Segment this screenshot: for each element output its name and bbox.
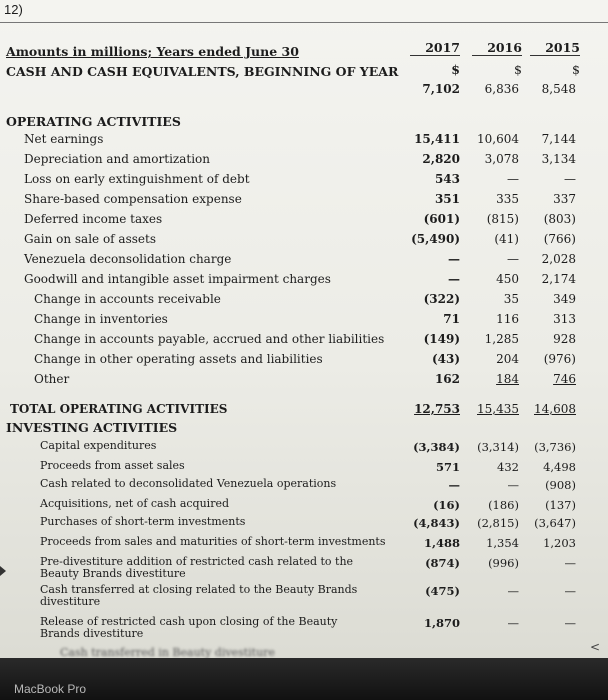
year-2017: 2017	[410, 40, 460, 56]
total-operating-row	[0, 402, 608, 422]
laptop-bezel	[0, 658, 608, 700]
operating-value-2015: 928	[553, 332, 576, 346]
investing-row	[0, 615, 608, 640]
operating-row-label: Net earnings	[24, 132, 104, 146]
operating-value-2015: (976)	[543, 352, 576, 366]
operating-row-label: Change in inventories	[34, 312, 168, 326]
operating-row-label: Other	[34, 372, 70, 386]
operating-row	[0, 312, 608, 332]
investing-row-label: Capital expenditures	[40, 439, 157, 452]
operating-row-label: Share-based compensation expense	[24, 192, 242, 206]
operating-value-2015: —	[564, 172, 576, 186]
chevron-right-icon: <	[590, 640, 601, 654]
operating-row	[0, 292, 608, 312]
operating-value-2017: —	[448, 252, 460, 266]
investing-value-2017: (4,843)	[413, 516, 460, 530]
investing-row	[0, 516, 608, 536]
investing-value-2015: 1,203	[543, 536, 576, 550]
operating-row	[0, 372, 608, 392]
operating-row-label: Venezuela deconsolidation charge	[24, 252, 232, 266]
operating-value-2015: 746	[553, 372, 576, 386]
investing-row	[0, 440, 608, 460]
investing-value-2015: 4,498	[543, 460, 576, 474]
operating-value-2016: 184	[496, 372, 519, 386]
investing-value-2017: 1,870	[423, 616, 460, 630]
operating-value-2017: (43)	[431, 352, 460, 366]
investing-value-2016: 1,354	[486, 536, 519, 550]
operating-row	[0, 252, 608, 272]
operating-value-2017: 71	[443, 312, 460, 326]
investing-row-label: Proceeds from sales and maturities of short-term investments	[40, 535, 386, 548]
investing-value-2015: —	[564, 556, 576, 570]
operating-row	[0, 232, 608, 252]
operating-row-label: Loss on early extinguishment of debt	[24, 172, 250, 186]
investing-value-2015: (137)	[545, 498, 576, 512]
operating-row	[0, 172, 608, 192]
operating-value-2016: 116	[496, 312, 519, 326]
operating-row-label: Change in accounts receivable	[34, 292, 221, 306]
investing-value-2017: 571	[435, 460, 460, 474]
investing-value-2015: —	[564, 616, 576, 630]
operating-value-2016: 1,285	[484, 332, 519, 346]
investing-row-label: Proceeds from asset sales	[40, 459, 185, 472]
beginning-cash-2015: 8,548	[541, 82, 576, 96]
investing-row	[0, 478, 608, 498]
operating-row-label: Change in accounts payable, accrued and other liabilities	[34, 332, 385, 346]
currency-2015: $	[572, 62, 580, 77]
header-rule	[0, 22, 608, 23]
operating-value-2017: (5,490)	[411, 232, 460, 246]
operating-value-2016: 35	[503, 292, 519, 306]
investing-row-label: Acquisitions, net of cash acquired	[40, 497, 230, 510]
operating-row	[0, 212, 608, 232]
operating-value-2016: 335	[496, 192, 519, 206]
beginning-cash-label: CASH AND CASH EQUIVALENTS, BEGINNING OF YEAR	[6, 64, 399, 79]
currency-2017: $	[451, 62, 460, 77]
investing-value-2015: —	[564, 584, 576, 598]
operating-value-2015: 7,144	[541, 132, 576, 146]
investing-value-2015: (3,736)	[534, 440, 576, 454]
investing-value-2016: (2,815)	[477, 516, 519, 530]
investing-value-2017: (3,384)	[413, 440, 460, 454]
year-2015: 2015	[530, 40, 580, 56]
operating-value-2017: (322)	[423, 292, 460, 306]
operating-row-label: Gain on sale of assets	[24, 232, 156, 246]
operating-value-2017: 162	[434, 372, 460, 386]
operating-title: OPERATING ACTIVITIES	[6, 114, 181, 129]
investing-value-2017: —	[448, 478, 460, 492]
operating-value-2016: —	[507, 172, 519, 186]
operating-value-2015: 337	[553, 192, 576, 206]
investing-value-2016: (186)	[488, 498, 519, 512]
operating-row	[0, 332, 608, 352]
investing-row-label: Cash related to deconsolidated Venezuela operations	[40, 477, 337, 490]
operating-value-2015: (803)	[543, 212, 576, 226]
investing-value-2017: (874)	[425, 556, 460, 570]
investing-row-label: Pre-divestiture addition of restricted cash related to the Beauty Brands divestiture	[40, 555, 354, 580]
investing-title: INVESTING ACTIVITIES	[6, 420, 178, 435]
laptop-brand: MacBook Pro	[14, 682, 87, 696]
operating-value-2017: 351	[434, 192, 460, 206]
investing-value-2016: (3,314)	[477, 440, 519, 454]
operating-value-2015: 349	[553, 292, 576, 306]
operating-value-2017: 15,411	[414, 132, 460, 146]
operating-value-2016: —	[507, 252, 519, 266]
operating-row	[0, 272, 608, 292]
investing-value-2016: —	[507, 478, 519, 492]
investing-row	[0, 583, 608, 608]
beginning-cash-2017: 7,102	[422, 82, 460, 96]
total-operating-label: TOTAL OPERATING ACTIVITIES	[10, 402, 228, 416]
operating-row	[0, 352, 608, 372]
investing-row-label: Purchases of short-term investments	[40, 515, 246, 528]
operating-row-label: Change in other operating assets and liabilities	[34, 352, 323, 366]
operating-value-2016: 10,604	[477, 132, 519, 146]
operating-row-label: Depreciation and amortization	[24, 152, 211, 166]
investing-row-label: Release of restricted cash upon closing of the Beauty Brands divestiture	[40, 615, 338, 640]
operating-row	[0, 132, 608, 152]
operating-value-2017: (601)	[423, 212, 460, 226]
investing-value-2017: (16)	[433, 498, 460, 512]
operating-value-2016: (41)	[494, 232, 519, 246]
investing-value-2017: 1,488	[423, 536, 460, 550]
beginning-cash-2016: 6,836	[484, 82, 519, 96]
operating-value-2015: 2,028	[541, 252, 576, 266]
operating-row	[0, 192, 608, 212]
operating-row-label: Deferred income taxes	[24, 212, 163, 226]
units-caption: Amounts in millions; Years ended June 30	[6, 44, 299, 59]
operating-value-2016: (815)	[486, 212, 519, 226]
operating-value-2015: 313	[553, 312, 576, 326]
operating-value-2015: 2,174	[541, 272, 576, 286]
question-number: 12)	[4, 2, 23, 17]
beginning-cash-row	[0, 82, 608, 102]
chevron-left-icon	[0, 566, 6, 576]
cut-off-row: Cash transferred in Beauty divestiture	[60, 646, 275, 658]
operating-value-2016: 3,078	[484, 152, 519, 166]
investing-value-2016: (996)	[488, 556, 519, 570]
investing-value-2017: (475)	[425, 584, 460, 598]
investing-row	[0, 536, 608, 556]
investing-value-2015: (908)	[545, 478, 576, 492]
investing-value-2016: —	[507, 584, 519, 598]
operating-value-2017: (149)	[423, 332, 460, 346]
investing-value-2015: (3,647)	[534, 516, 576, 530]
investing-value-2016: —	[507, 616, 519, 630]
investing-row-label: Cash transferred at closing related to the Beauty Brands divestiture	[40, 583, 358, 608]
currency-2016: $	[514, 62, 522, 77]
operating-value-2017: —	[448, 272, 460, 286]
operating-row-label: Goodwill and intangible asset impairment charges	[24, 272, 331, 286]
investing-value-2016: 432	[497, 460, 519, 474]
operating-value-2015: (766)	[543, 232, 576, 246]
total-operating-2017: 12,753	[414, 402, 460, 416]
total-operating-2016: 15,435	[477, 402, 519, 416]
total-operating-2015: 14,608	[534, 402, 576, 416]
operating-row	[0, 152, 608, 172]
operating-value-2017: 543	[434, 172, 460, 186]
operating-value-2016: 450	[496, 272, 519, 286]
operating-value-2016: 204	[496, 352, 519, 366]
operating-value-2017: 2,820	[422, 152, 460, 166]
operating-value-2015: 3,134	[541, 152, 576, 166]
year-2016: 2016	[472, 40, 522, 56]
investing-row	[0, 555, 608, 580]
